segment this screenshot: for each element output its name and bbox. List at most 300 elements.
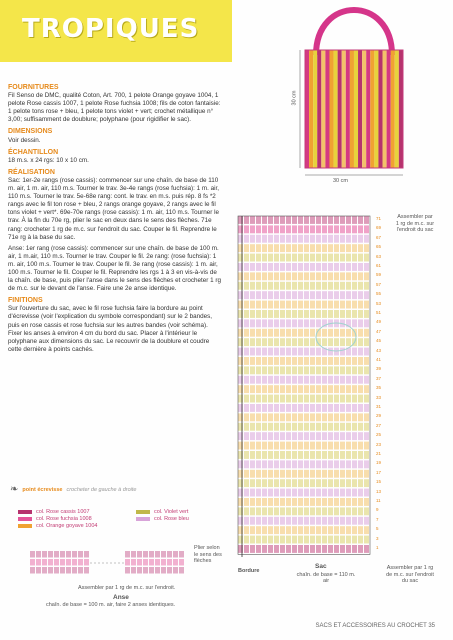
chart-cell bbox=[334, 385, 339, 393]
handle-cell bbox=[72, 551, 77, 558]
chart-cell bbox=[322, 545, 327, 553]
chart-cell bbox=[358, 470, 363, 478]
bag-stripe bbox=[329, 50, 333, 168]
handle-cell bbox=[42, 551, 47, 558]
chart-cell bbox=[268, 507, 273, 515]
chart-cell bbox=[316, 225, 321, 233]
bag-stripe bbox=[325, 50, 329, 168]
chart-cell bbox=[244, 291, 249, 299]
chart-cell bbox=[262, 348, 267, 356]
chart-cell bbox=[322, 404, 327, 412]
chart-cell bbox=[280, 413, 285, 421]
chart-cell bbox=[268, 545, 273, 553]
chart-cell bbox=[328, 282, 333, 290]
chart-cell bbox=[280, 235, 285, 243]
chart-cell bbox=[316, 470, 321, 478]
row-number: 57 bbox=[376, 281, 382, 287]
chart-cell bbox=[292, 357, 297, 365]
chart-cell bbox=[346, 395, 351, 403]
chart-cell bbox=[298, 507, 303, 515]
chart-cell bbox=[268, 301, 273, 309]
chart-cell bbox=[298, 319, 303, 327]
chart-cell bbox=[310, 301, 315, 309]
chart-cell bbox=[262, 545, 267, 553]
chart-cell bbox=[286, 329, 291, 337]
chart-cell bbox=[346, 545, 351, 553]
chart-cell bbox=[250, 301, 255, 309]
bag-stripe bbox=[391, 50, 395, 168]
chart-cell bbox=[292, 310, 297, 318]
chart-cell bbox=[310, 479, 315, 487]
chart-cell bbox=[358, 235, 363, 243]
handle-cell bbox=[60, 567, 65, 574]
chart-cell bbox=[328, 442, 333, 450]
chart-cell bbox=[346, 282, 351, 290]
chart-cell bbox=[346, 489, 351, 497]
handle-cell bbox=[143, 559, 148, 566]
chart-cell bbox=[364, 282, 369, 290]
chart-cell bbox=[340, 225, 345, 233]
chart-cell bbox=[358, 507, 363, 515]
row-number: 5 bbox=[376, 526, 379, 532]
row-number: 27 bbox=[376, 422, 382, 428]
chart-cell bbox=[328, 470, 333, 478]
chart-cell bbox=[298, 225, 303, 233]
chart-cell bbox=[322, 216, 327, 224]
chart-cell bbox=[322, 310, 327, 318]
chart-cell bbox=[328, 498, 333, 506]
chart-cell bbox=[346, 338, 351, 346]
color-legend-left bbox=[18, 508, 97, 529]
bordure-label: Bordure bbox=[238, 568, 260, 574]
chart-cell bbox=[256, 329, 261, 337]
chart-cell bbox=[322, 301, 327, 309]
chart-cell bbox=[274, 244, 279, 252]
chart-cell bbox=[304, 404, 309, 412]
chart-cell bbox=[280, 319, 285, 327]
chart-cell bbox=[274, 442, 279, 450]
handle-cell bbox=[137, 551, 142, 558]
chart-cell bbox=[310, 413, 315, 421]
row-number: 31 bbox=[376, 404, 382, 409]
chart-cell bbox=[358, 432, 363, 440]
chart-cell bbox=[328, 404, 333, 412]
chart-cell bbox=[334, 225, 339, 233]
chart-cell bbox=[292, 319, 297, 327]
chart-cell bbox=[358, 225, 363, 233]
chart-cell bbox=[298, 216, 303, 224]
chart-cell bbox=[244, 460, 249, 468]
chart-cell bbox=[244, 395, 249, 403]
chart-cell bbox=[304, 235, 309, 243]
row-number: 69 bbox=[376, 225, 382, 231]
chart-cell bbox=[328, 329, 333, 337]
color-legend-right bbox=[136, 508, 189, 522]
chart-cell bbox=[304, 319, 309, 327]
chart-cell bbox=[334, 545, 339, 553]
handle-cell bbox=[48, 559, 53, 566]
handle-cell bbox=[54, 559, 59, 566]
section-heading: RÉALISATION bbox=[8, 168, 55, 176]
chart-cell bbox=[316, 489, 321, 497]
chart-cell bbox=[358, 244, 363, 252]
row-number: 49 bbox=[376, 319, 382, 325]
chart-cell bbox=[322, 357, 327, 365]
chart-cell bbox=[316, 413, 321, 421]
section-heading: ÉCHANTILLON bbox=[8, 148, 59, 156]
chart-cell bbox=[268, 385, 273, 393]
chart-cell bbox=[304, 244, 309, 252]
section-body: Sur l'ouverture du sac, avec le fil rose fuchsia faire la bordure au point d'écrevisse (voir l'explication du symbole correspondant) sur le 2 bandes, puis en rose cassis et rose fuchsia sur les autres bandes (voir schéma). Fixer les anses à environ 4 cm du bord du sac. Placer à l'intérieur le polyphane aux dimensions du sac. Le recouvrir de la doublure et coudre cette dernière à points cachés. bbox=[8, 305, 213, 353]
chart-cell bbox=[334, 357, 339, 365]
chart-cell bbox=[334, 366, 339, 374]
handle-cell bbox=[54, 551, 59, 558]
chart-cell bbox=[244, 235, 249, 243]
chart-cell bbox=[364, 225, 369, 233]
row-number: 55 bbox=[376, 291, 382, 297]
chart-cell bbox=[286, 263, 291, 271]
chart-cell bbox=[352, 545, 357, 553]
chart-cell bbox=[322, 395, 327, 403]
chart-cell bbox=[262, 507, 267, 515]
chart-cell bbox=[358, 442, 363, 450]
chart-cell bbox=[280, 263, 285, 271]
handle-cell bbox=[30, 567, 35, 574]
chart-cell bbox=[364, 254, 369, 262]
chart-cell bbox=[298, 348, 303, 356]
chart-cell bbox=[352, 357, 357, 365]
chart-cell bbox=[310, 282, 315, 290]
chart-cell bbox=[280, 536, 285, 544]
chart-cell bbox=[244, 310, 249, 318]
handle-cell bbox=[149, 551, 154, 558]
chart-cell bbox=[244, 536, 249, 544]
stitch-legend bbox=[10, 484, 136, 495]
chart-cell bbox=[364, 263, 369, 271]
chart-cell bbox=[280, 348, 285, 356]
chart-cell bbox=[328, 357, 333, 365]
handle-cell bbox=[84, 567, 89, 574]
chart-cell bbox=[340, 404, 345, 412]
chart-cell bbox=[256, 225, 261, 233]
chart-cell bbox=[274, 404, 279, 412]
chart-cell bbox=[298, 526, 303, 534]
bag-stripe bbox=[321, 50, 325, 168]
chart-cell bbox=[274, 479, 279, 487]
chart-cell bbox=[274, 235, 279, 243]
handle-cell bbox=[161, 567, 166, 574]
chart-cell bbox=[346, 404, 351, 412]
chart-cell bbox=[274, 545, 279, 553]
handle-cell bbox=[36, 551, 41, 558]
chart-cell bbox=[268, 470, 273, 478]
chart-cell bbox=[316, 216, 321, 224]
chart-cell bbox=[244, 216, 249, 224]
chart-cell bbox=[316, 432, 321, 440]
chart-cell bbox=[250, 310, 255, 318]
chart-cell bbox=[340, 366, 345, 374]
chart-cell bbox=[328, 423, 333, 431]
chart-cell bbox=[310, 507, 315, 515]
chart-cell bbox=[310, 235, 315, 243]
chart-cell bbox=[316, 526, 321, 534]
chart-cell bbox=[274, 451, 279, 459]
bag-stripe bbox=[342, 50, 346, 168]
chart-cell bbox=[244, 526, 249, 534]
chart-cell bbox=[256, 310, 261, 318]
chart-cell bbox=[328, 545, 333, 553]
handle-assembler-note: Assembler par 1 rg de m.c. sur l'endroit. bbox=[78, 585, 176, 591]
chart-cell bbox=[328, 517, 333, 525]
chart-cell bbox=[298, 460, 303, 468]
handle-cell bbox=[173, 559, 178, 566]
chart-cell bbox=[322, 526, 327, 534]
chart-cell bbox=[262, 526, 267, 534]
chart-cell bbox=[286, 545, 291, 553]
chart-cell bbox=[274, 460, 279, 468]
chart-cell bbox=[286, 225, 291, 233]
bag-stripe bbox=[354, 50, 358, 168]
handle-cell bbox=[125, 551, 130, 558]
chart-cell bbox=[274, 254, 279, 262]
chart-cell bbox=[352, 517, 357, 525]
chart-cell bbox=[286, 291, 291, 299]
section-body: Sac: 1er-2e rangs (rose cassis): commencer sur une chaîn. de base de 110 m. air, 1 m. air, 110 m.s. Tourner le trav. 3e-4e rangs (rose fuchsia): 1 m. air, 110 m.s. Tourner le trav. 5e-68e rang: cont. le trav. en m.s. puis rép. 8 fs *2 rangs avec le fil ton rose + bleu, 2 rangs orange goyave, 2 rangs avec le fil tons violet + vert*. 69e-70e rangs (rose cassis): 1 m. air, 110 m.s. Tourner le trav. À la fin du 70e rg, plier le sac en deux dans le sens des flèches. 71e rang: crocheter 1 rg de m.c. sur l'endroit du sac. Couper le fil. Reprendre le 71e rg à la base du sac. bbox=[8, 176, 220, 241]
chart-cell bbox=[244, 357, 249, 365]
chart-cell bbox=[346, 263, 351, 271]
chart-cell bbox=[316, 319, 321, 327]
chart-cell bbox=[286, 451, 291, 459]
chart-cell bbox=[268, 291, 273, 299]
chart-cell bbox=[292, 545, 297, 553]
chart-cell bbox=[334, 291, 339, 299]
chart-cell bbox=[286, 310, 291, 318]
chart-cell bbox=[250, 479, 255, 487]
chart-cell bbox=[280, 404, 285, 412]
row-number: 15 bbox=[376, 479, 382, 485]
chart-cell bbox=[256, 291, 261, 299]
chart-cell bbox=[340, 338, 345, 346]
chart-cell bbox=[304, 282, 309, 290]
chart-cell bbox=[298, 366, 303, 374]
handle-cell bbox=[30, 551, 35, 558]
chart-cell bbox=[328, 395, 333, 403]
chart-cell bbox=[256, 432, 261, 440]
page-title: TROPIQUES bbox=[22, 14, 200, 44]
chart-cell bbox=[364, 413, 369, 421]
legend-item: col. Violet vert bbox=[136, 508, 189, 515]
chart-cell bbox=[298, 498, 303, 506]
chart-cell bbox=[322, 329, 327, 337]
chart-cell bbox=[340, 376, 345, 384]
chart-cell bbox=[250, 423, 255, 431]
chart-cell bbox=[250, 395, 255, 403]
chart-cell bbox=[364, 545, 369, 553]
chart-cell bbox=[316, 235, 321, 243]
chart-cell bbox=[304, 536, 309, 544]
handle-cell bbox=[60, 559, 65, 566]
chart-cell bbox=[364, 291, 369, 299]
chart-cell bbox=[262, 423, 267, 431]
chart-cell bbox=[286, 404, 291, 412]
chart-cell bbox=[298, 536, 303, 544]
chart-cell bbox=[304, 376, 309, 384]
chart-cell bbox=[334, 413, 339, 421]
chart-cell bbox=[292, 423, 297, 431]
chart-cell bbox=[334, 254, 339, 262]
chart-cell bbox=[304, 432, 309, 440]
chart-cell bbox=[328, 479, 333, 487]
chart-cell bbox=[250, 348, 255, 356]
section-body: Voir dessin. bbox=[8, 136, 41, 144]
chart-cell bbox=[364, 216, 369, 224]
handle-cell bbox=[131, 551, 136, 558]
bag-height-label: 30 cm bbox=[291, 90, 298, 106]
chart-cell bbox=[244, 442, 249, 450]
chart-cell bbox=[352, 460, 357, 468]
chart-cell bbox=[352, 366, 357, 374]
chart-cell bbox=[334, 395, 339, 403]
chart-cell bbox=[334, 460, 339, 468]
chart-cell bbox=[262, 413, 267, 421]
chart-cell bbox=[274, 348, 279, 356]
chart-cell bbox=[274, 470, 279, 478]
chart-cell bbox=[256, 357, 261, 365]
chart-cell bbox=[292, 235, 297, 243]
chart-cell bbox=[274, 536, 279, 544]
chart-cell bbox=[304, 385, 309, 393]
chart-cell bbox=[310, 338, 315, 346]
handle-cell bbox=[36, 559, 41, 566]
chart-cell bbox=[322, 385, 327, 393]
handle-cell bbox=[78, 567, 83, 574]
chart-cell bbox=[304, 460, 309, 468]
chart-cell bbox=[244, 319, 249, 327]
chart-cell bbox=[358, 498, 363, 506]
chart-cell bbox=[352, 310, 357, 318]
chart-cell bbox=[310, 357, 315, 365]
chart-cell bbox=[322, 272, 327, 280]
chart-cell bbox=[268, 319, 273, 327]
chart-cell bbox=[286, 442, 291, 450]
chart-cell bbox=[304, 348, 309, 356]
chart-cell bbox=[292, 225, 297, 233]
row-number: 59 bbox=[376, 272, 382, 278]
chart-cell bbox=[274, 423, 279, 431]
chart-cell bbox=[298, 395, 303, 403]
handle-cell bbox=[167, 551, 172, 558]
chart-cell bbox=[316, 366, 321, 374]
swatch-orange-goyave bbox=[18, 524, 32, 528]
chart-cell bbox=[274, 291, 279, 299]
chart-cell bbox=[274, 329, 279, 337]
chart-cell bbox=[298, 489, 303, 497]
chart-cell bbox=[304, 357, 309, 365]
chart-cell bbox=[334, 404, 339, 412]
chart-cell bbox=[304, 291, 309, 299]
chart-cell bbox=[328, 376, 333, 384]
chart-cell bbox=[280, 507, 285, 515]
chart-cell bbox=[364, 442, 369, 450]
chart-cell bbox=[352, 385, 357, 393]
handle-cell bbox=[155, 567, 160, 574]
row-number: 35 bbox=[376, 385, 382, 391]
chart-cell bbox=[256, 451, 261, 459]
chart-cell bbox=[334, 423, 339, 431]
chart-cell bbox=[328, 385, 333, 393]
chart-cell bbox=[334, 536, 339, 544]
chart-cell bbox=[316, 357, 321, 365]
chart-cell bbox=[316, 254, 321, 262]
chart-cell bbox=[244, 479, 249, 487]
chart-cell bbox=[346, 442, 351, 450]
chart-cell bbox=[364, 385, 369, 393]
chart-cell bbox=[262, 263, 267, 271]
chart-cell bbox=[310, 254, 315, 262]
chart-cell bbox=[268, 536, 273, 544]
handle-cell bbox=[179, 567, 184, 574]
chart-cell bbox=[346, 479, 351, 487]
chart-cell bbox=[304, 517, 309, 525]
chart-cell bbox=[286, 517, 291, 525]
chart-cell bbox=[322, 442, 327, 450]
chart-cell bbox=[358, 357, 363, 365]
row-number: 29 bbox=[376, 413, 382, 419]
chart-cell bbox=[268, 442, 273, 450]
legend-item: col. Rose bleu bbox=[136, 515, 189, 522]
chart-cell bbox=[322, 282, 327, 290]
chart-cell bbox=[328, 272, 333, 280]
chart-cell bbox=[250, 489, 255, 497]
chart-cell bbox=[304, 225, 309, 233]
chart-cell bbox=[364, 235, 369, 243]
chart-cell bbox=[322, 489, 327, 497]
chart-cell bbox=[256, 545, 261, 553]
chart-cell bbox=[364, 536, 369, 544]
chart-cell bbox=[286, 470, 291, 478]
handle-cell bbox=[155, 551, 160, 558]
chart-cell bbox=[268, 460, 273, 468]
chart-cell bbox=[274, 526, 279, 534]
chart-cell bbox=[274, 319, 279, 327]
chart-cell bbox=[244, 348, 249, 356]
chart-cell bbox=[286, 413, 291, 421]
chart-cell bbox=[304, 301, 309, 309]
chart-cell bbox=[268, 254, 273, 262]
chart-cell bbox=[346, 460, 351, 468]
chart-cell bbox=[340, 235, 345, 243]
sac-sub: chaîn. de base = 110 m. air bbox=[296, 572, 356, 584]
chart-cell bbox=[340, 451, 345, 459]
chart-cell bbox=[250, 404, 255, 412]
chart-cell bbox=[280, 545, 285, 553]
chart-cell bbox=[340, 291, 345, 299]
chart-cell bbox=[274, 366, 279, 374]
chart-cell bbox=[250, 254, 255, 262]
bag-stripe bbox=[374, 50, 378, 168]
chart-cell bbox=[310, 498, 315, 506]
chart-cell bbox=[280, 254, 285, 262]
chart-cell bbox=[352, 291, 357, 299]
chart-cell bbox=[340, 423, 345, 431]
handle-cell bbox=[42, 559, 47, 566]
chart-cell bbox=[250, 432, 255, 440]
chart-cell bbox=[346, 329, 351, 337]
chart-cell bbox=[340, 357, 345, 365]
chart-cell bbox=[322, 376, 327, 384]
row-number: 47 bbox=[376, 328, 382, 334]
chart-cell bbox=[274, 498, 279, 506]
